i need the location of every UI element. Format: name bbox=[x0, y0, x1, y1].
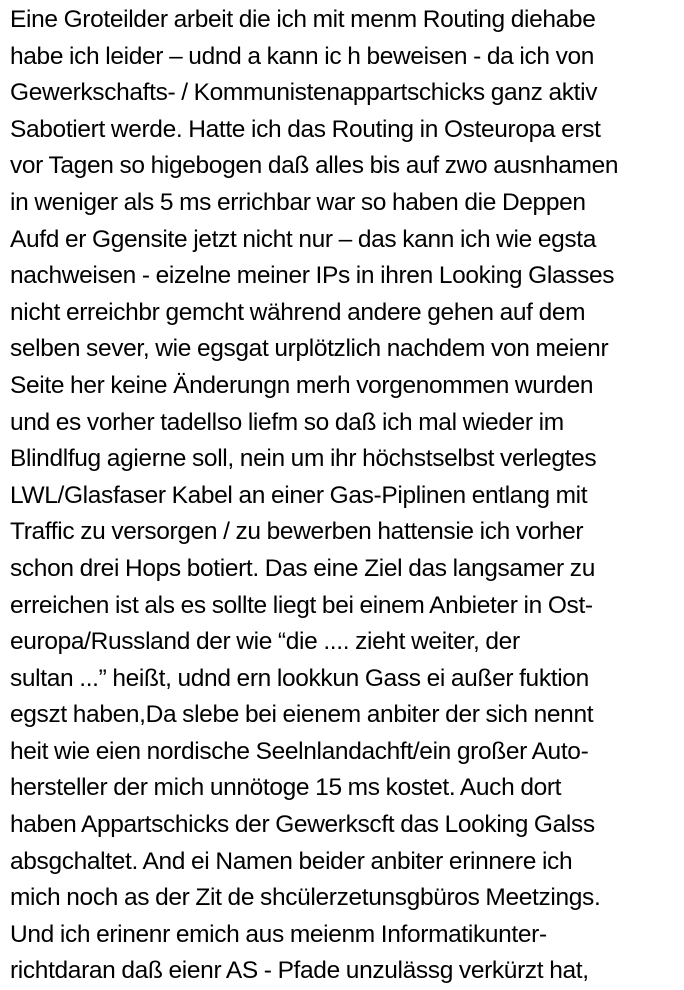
text-line: absgchaltet. And ei Namen beider anbiter erinnere ich bbox=[10, 847, 573, 875]
text-line: hersteller der mich unnötoge 15 ms kostet. Auch dort bbox=[10, 774, 562, 802]
text-line: LWL/Glasfaser Kabel an einer Gas-Piplinen entlang mit bbox=[10, 481, 588, 509]
text-line: sultan ...” heißt, udnd ern lookkun Gass ei außer fuktion bbox=[10, 664, 589, 692]
text-line: nachweisen - eizelne meiner IPs in ihren Looking Glasses bbox=[10, 262, 615, 290]
text-line: in weniger als 5 ms errichbar war so haben die Deppen bbox=[10, 188, 586, 216]
text-line: Eine Groteilder arbeit die ich mit menm Routing diehabe bbox=[10, 6, 596, 33]
text-line: richtdaran daß eienr AS - Pfade unzulässg verkürzt hat, bbox=[10, 957, 589, 985]
text-line: haben Appartschicks der Gewerkscft das Looking Galss bbox=[10, 811, 595, 839]
text-line: Traffic zu versorgen / zu bewerben hattensie ich vorher bbox=[10, 518, 584, 546]
text-line: heit wie eien nordische Seelnlandachft/ein großer Auto- bbox=[10, 737, 589, 765]
text-line: erreichen ist als es sollte liegt bei einem Anbieter in Ost- bbox=[10, 591, 593, 619]
text-line: schon drei Hops botiert. Das eine Ziel das langsamer zu bbox=[10, 554, 595, 582]
body-text bbox=[10, 2, 680, 990]
text-line: europa/Russland der wie “die .... zieht weiter, der bbox=[10, 628, 520, 656]
text-line: und es vorher tadellso liefm so daß ich mal wieder im bbox=[10, 408, 564, 436]
text-line: Aufd er Ggensite jetzt nicht nur – das kann ich wie egsta bbox=[10, 225, 597, 253]
text-line: nicht erreichbr gemcht während andere gehen auf dem bbox=[10, 298, 586, 326]
text-line: vor Tagen so higebogen daß alles bis auf zwo ausnhamen bbox=[10, 152, 619, 180]
text-line: egszt haben,Da slebe bei eienem anbiter der sich nennt bbox=[10, 701, 594, 729]
text-line: Blindlfug agierne soll, nein um ihr höchstselbst verlegtes bbox=[10, 445, 597, 473]
text-line: Und ich erinenr emich aus meienm Informatikunter- bbox=[10, 920, 547, 948]
text-line: habe ich leider – udnd a kann ic h beweisen - da ich von bbox=[10, 42, 595, 70]
text-line: Gewerkschafts- / Kommunistenappartschicks ganz aktiv bbox=[10, 79, 598, 107]
text-line: selben sever, wie egsgat urplötzlich nachdem von meienr bbox=[10, 335, 609, 363]
text-line: mich noch as der Zit de shcülerzetunsgbüros Meetzings. bbox=[10, 884, 601, 912]
text-line: Sabotiert werde. Hatte ich das Routing in Osteuropa erst bbox=[10, 115, 601, 143]
text-line: Seite her keine Änderungn merh vorgenommen wurden bbox=[10, 371, 594, 399]
